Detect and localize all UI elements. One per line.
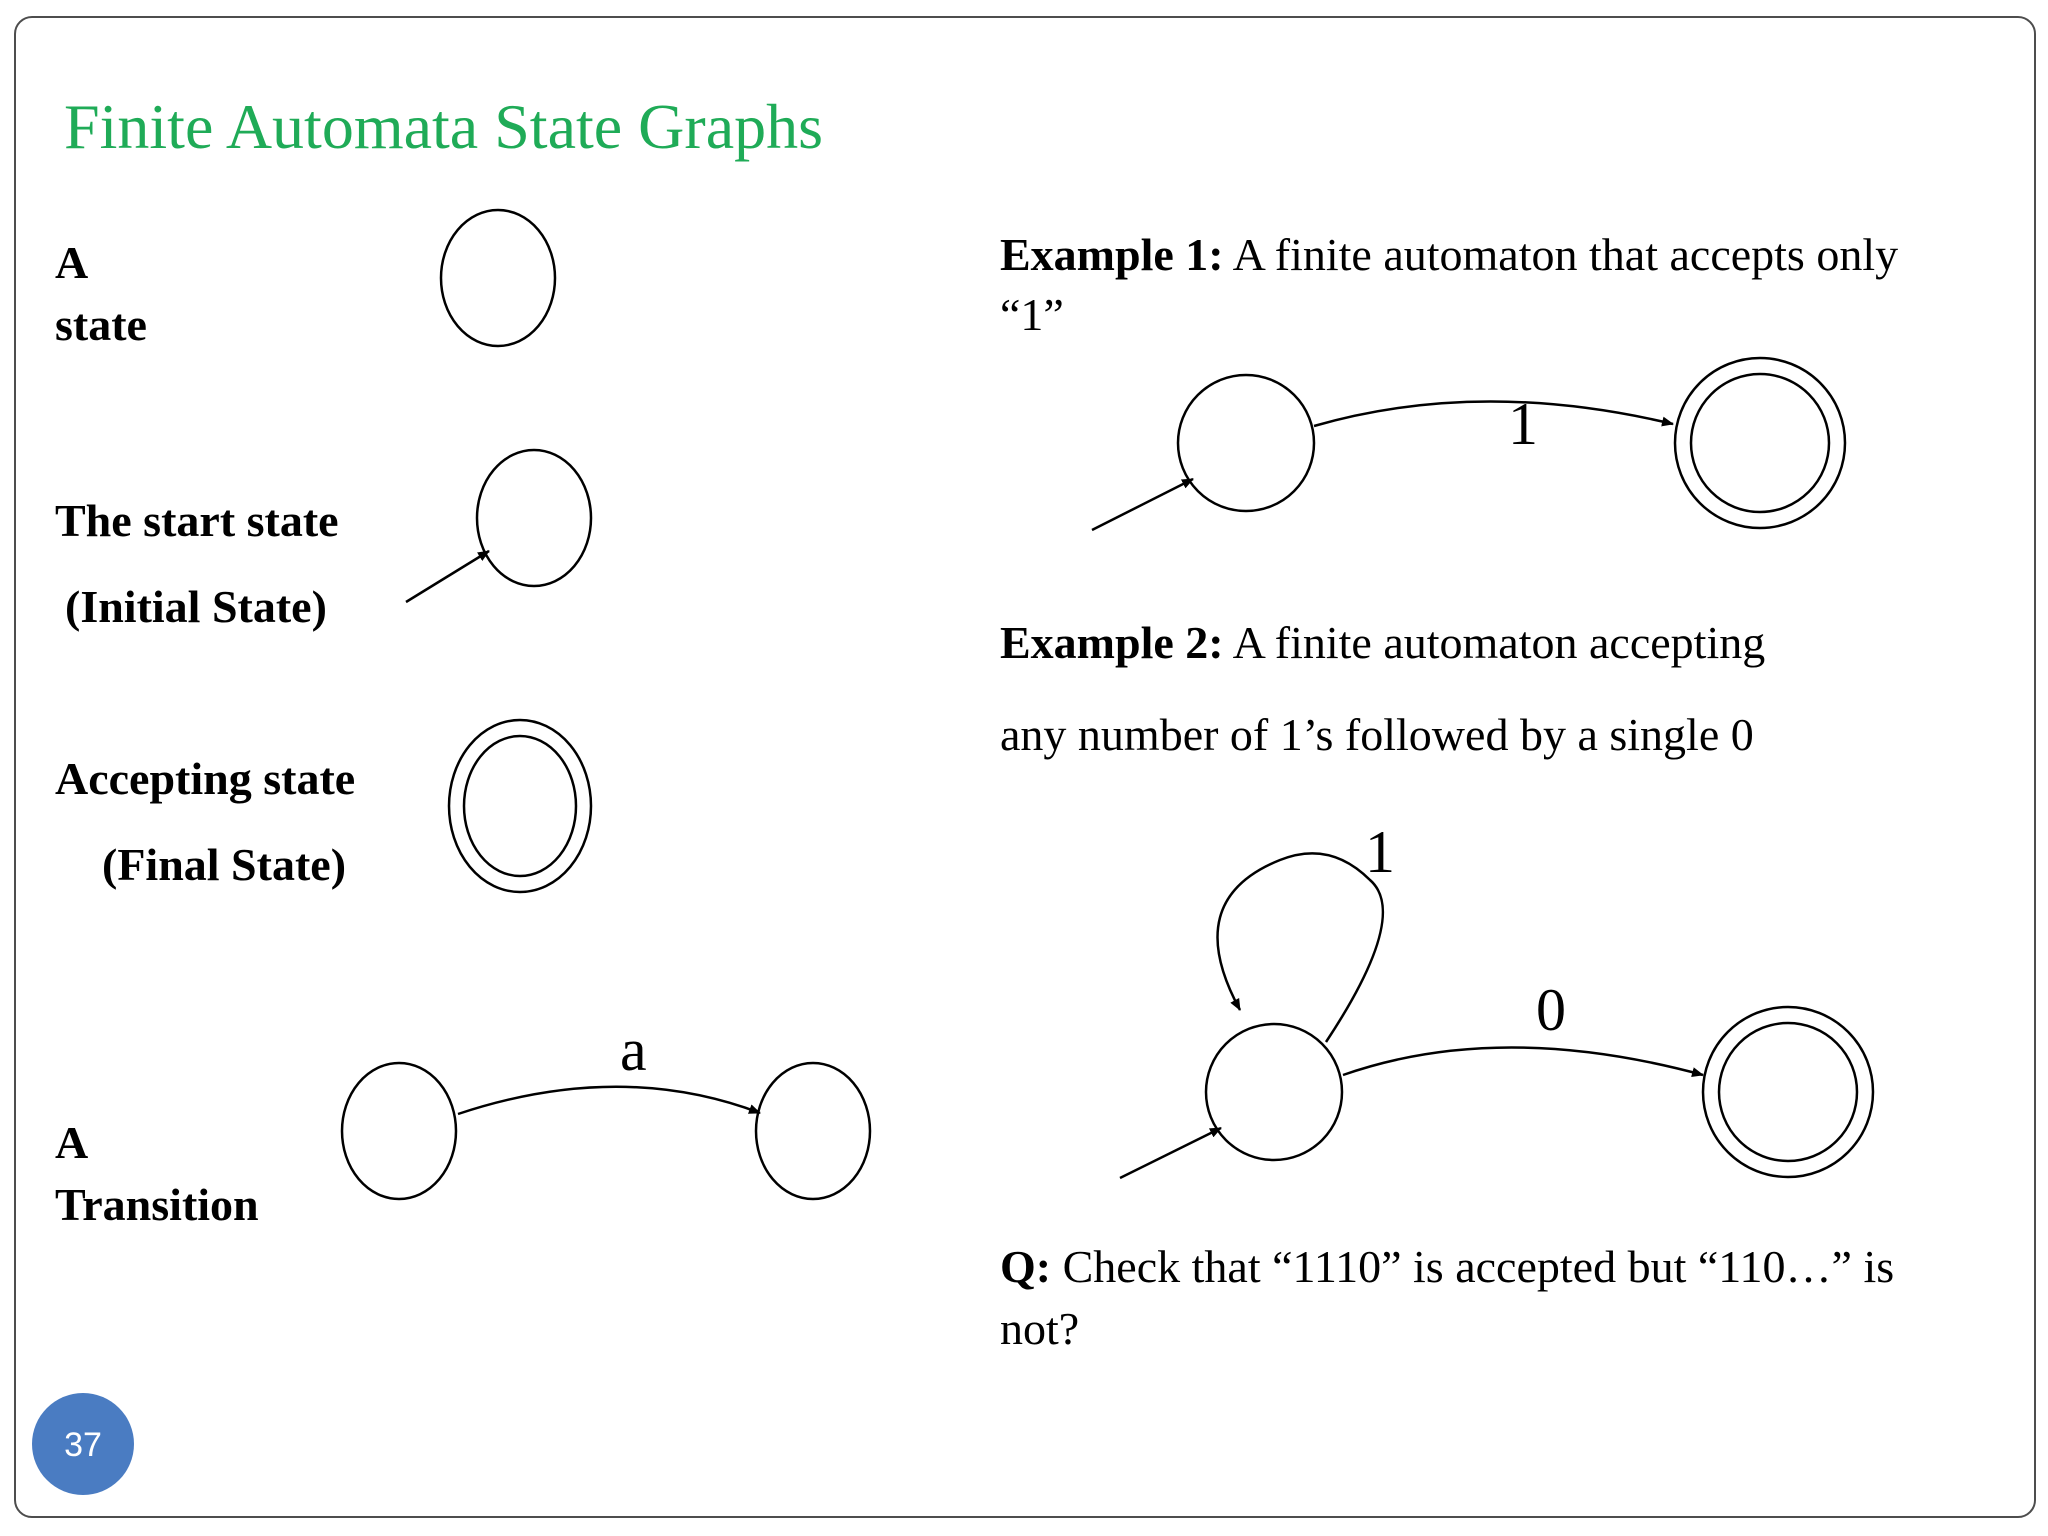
state-node	[441, 210, 555, 346]
accept-label-line1: Accepting state	[55, 753, 356, 804]
example2-final-inner	[1719, 1023, 1857, 1161]
accept-state-inner	[464, 736, 576, 876]
example1-start-arrow	[1092, 479, 1193, 530]
example2-loop-edge	[1218, 853, 1383, 1042]
example2-text	[1000, 617, 1765, 668]
example1-final-inner	[1691, 374, 1829, 512]
example1-line2: “1”	[1000, 289, 1064, 340]
transition-to-node	[756, 1063, 870, 1199]
example1-line1: A finite automaton that accepts only	[1223, 229, 1899, 280]
transition-label-line1: A	[55, 1117, 89, 1168]
question-heading: Q:	[1000, 1241, 1052, 1292]
state-label-line1: A	[55, 237, 89, 288]
accept-state-outer	[449, 720, 591, 892]
example1-final-outer	[1675, 358, 1845, 528]
accept-label-line2: (Final State)	[102, 839, 347, 890]
start-label-line1: The start state	[55, 495, 339, 546]
transition-label-line2: Transition	[55, 1179, 259, 1230]
question-line2: not?	[1000, 1303, 1080, 1354]
transition-arrow	[458, 1087, 760, 1114]
example2-line1: A finite automaton accepting	[1223, 617, 1766, 668]
transition-from-node	[342, 1063, 456, 1199]
question-text	[1000, 1241, 1894, 1292]
example1-text	[1000, 229, 1898, 280]
slide-title: Finite Automata State Graphs	[64, 91, 823, 162]
example1-edge	[1314, 401, 1673, 426]
state-label-line2: state	[55, 299, 147, 350]
start-state-node	[477, 450, 591, 586]
transition-symbol: a	[620, 1017, 647, 1083]
example1-heading: Example 1:	[1000, 229, 1224, 280]
example2-final-outer	[1703, 1007, 1873, 1177]
example2-edge	[1343, 1048, 1703, 1076]
example1-edge-symbol: 1	[1508, 391, 1538, 457]
example2-loop-symbol: 1	[1365, 819, 1395, 885]
page-number: 37	[64, 1426, 102, 1464]
example2-edge-symbol: 0	[1536, 977, 1566, 1043]
example2-heading: Example 2:	[1000, 617, 1224, 668]
start-label-line2: (Initial State)	[65, 581, 327, 632]
example1-start-node	[1178, 375, 1314, 511]
question-line1: Check that “1110” is accepted but “110…” is	[1051, 1241, 1895, 1292]
example2-line2: any number of 1’s followed by a single 0	[1000, 709, 1754, 760]
example2-start-node	[1206, 1024, 1342, 1160]
start-arrow	[406, 551, 489, 602]
example2-start-arrow	[1120, 1128, 1221, 1178]
